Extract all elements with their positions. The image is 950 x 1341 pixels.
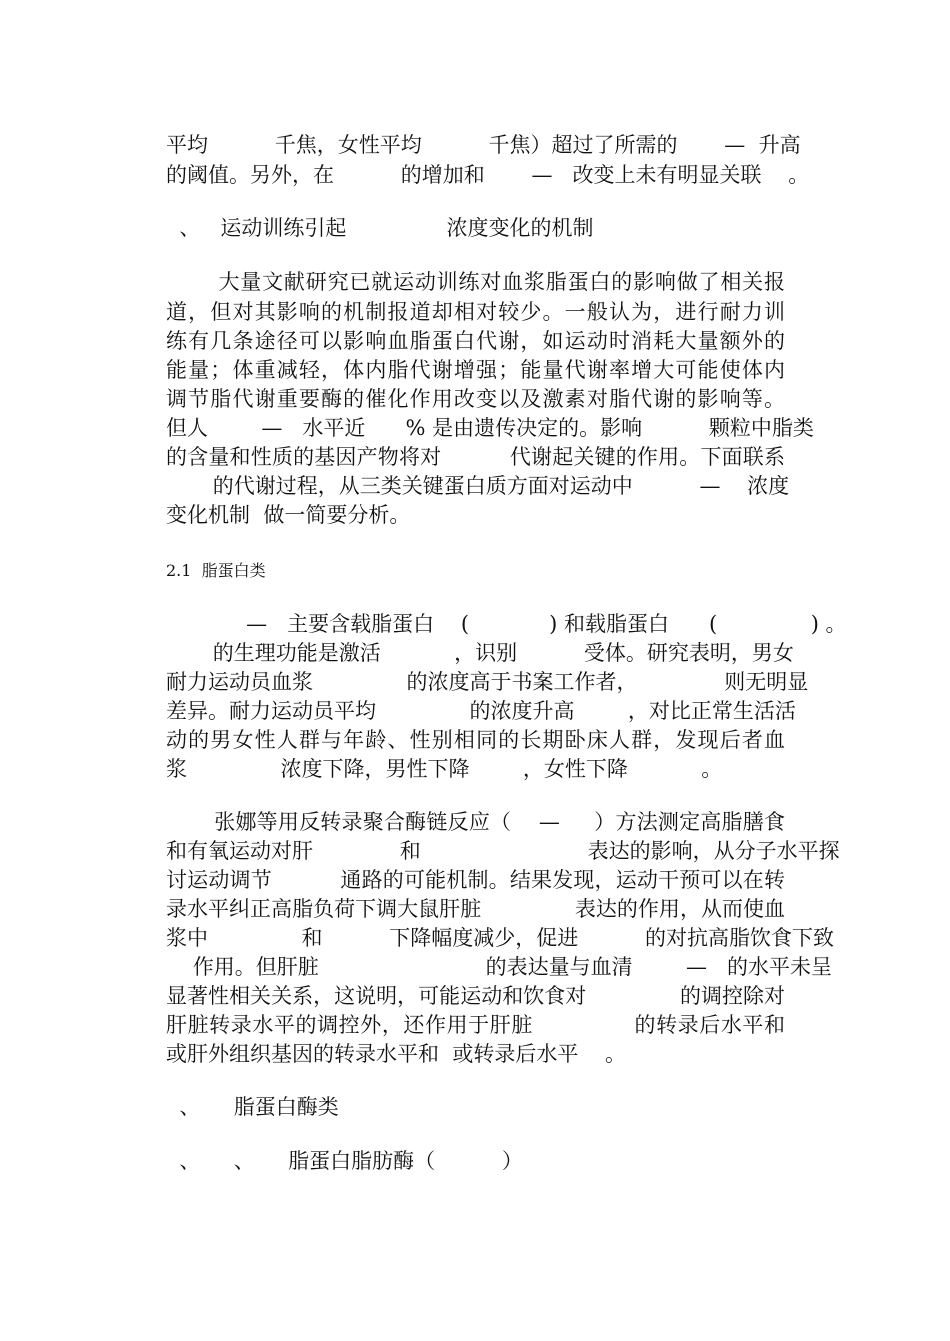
paragraph-3-line-4: 差异。耐力运动员平均 的浓度升高 ，对比正常生活活 bbox=[166, 699, 796, 723]
paragraph-3-line-1: — 主要含载脂蛋白 ( ) 和载脂蛋白 ( ) 。 bbox=[166, 612, 847, 636]
paragraph-3-line-2: 的生理功能是激活 ，识别 受体。研究表明，男女 bbox=[166, 641, 794, 665]
paragraph-3-line-3: 耐力运动员血浆 的浓度高于书案工作者， 则无明显 bbox=[166, 670, 809, 694]
paragraph-3-line-5: 动的男女性人群与年龄、性别相同的长期卧床人群，发现后者血 bbox=[166, 728, 785, 752]
paragraph-2-line-5: 调节脂代谢重要酶的催化作用改变以及激素对脂代谢的影响等。 bbox=[166, 387, 785, 411]
paragraph-1-line-2: 的阈值。另外，在 的增加和 — 改变上未有明显关联 。 bbox=[166, 163, 810, 187]
paragraph-4-line-6: 作用。但肝脏 的表达量与血清 — 的水平未呈 bbox=[166, 955, 833, 979]
paragraph-2-line-8: 的代谢过程，从三类关键蛋白质方面对运动中 — 浓度 bbox=[166, 474, 790, 498]
paragraph-4-line-5: 浆中 和 下降幅度减少，促进 的对抗高脂饮食下致 bbox=[166, 926, 834, 950]
paragraph-2-line-4: 能量；体重减轻，体内脂代谢增强；能量代谢率增大可能使体内 bbox=[166, 358, 785, 382]
section-heading-lipoprotein-enzymes: 、 脂蛋白酶类 bbox=[166, 1095, 339, 1119]
paragraph-4-line-7: 显著性相关关系，这说明，可能运动和饮食对 的调控除对 bbox=[166, 984, 785, 1008]
paragraph-4-line-2: 和有氧运动对肝 和 表达的影响，从分子水平探 bbox=[166, 839, 840, 863]
section-heading: 、 运动训练引起 浓度变化的机制 bbox=[166, 216, 594, 240]
paragraph-4-line-9: 或肝外组织基因的转录水平和 或转录后水平 。 bbox=[166, 1042, 627, 1066]
paragraph-2-line-7: 的含量和性质的基因产物将对 代谢起关键的作用。下面联系 bbox=[166, 445, 785, 469]
paragraph-2-line-1: 大量文献研究已就运动训练对血浆脂蛋白的影响做了相关报 bbox=[166, 270, 785, 294]
paragraph-4-line-3: 讨运动调节 通路的可能机制。结果发现，运动干预可以在转 bbox=[166, 868, 785, 892]
paragraph-2-line-2: 道，但对其影响的机制报道却相对较少。一般认为，进行耐力训 bbox=[166, 300, 785, 324]
paragraph-2-line-3: 练有几条途径可以影响血脂蛋白代谢，如运动时消耗大量额外的 bbox=[166, 329, 785, 353]
subsection-heading-2-1: 2.1 脂蛋白类 bbox=[166, 561, 266, 580]
paragraph-4-line-1: 张娜等用反转录聚合酶链反应（ — ）方法测定高脂膳食 bbox=[166, 810, 785, 834]
paragraph-1-line-1: 平均 千焦，女性平均 千焦）超过了所需的 — 升高 bbox=[166, 133, 801, 157]
paragraph-4-line-8: 肝脏转录水平的调控外，还作用于肝脏 的转录后水平和 bbox=[166, 1013, 785, 1037]
paragraph-2-line-6: 但人 — 水平近 % 是由遗传决定的。影响 颗粒中脂类 bbox=[166, 416, 814, 440]
section-heading-lipoprotein-lipase: 、 、 脂蛋白脂肪酶（ ） bbox=[166, 1149, 523, 1173]
paragraph-4-line-4: 录水平纠正高脂负荷下调大鼠肝脏 表达的作用，从而使血 bbox=[166, 897, 785, 921]
paragraph-2-line-9: 变化机制 做一简要分析。 bbox=[166, 503, 411, 527]
paragraph-3-line-6: 浆 浓度下降，男性下降 ，女性下降 。 bbox=[166, 757, 723, 781]
